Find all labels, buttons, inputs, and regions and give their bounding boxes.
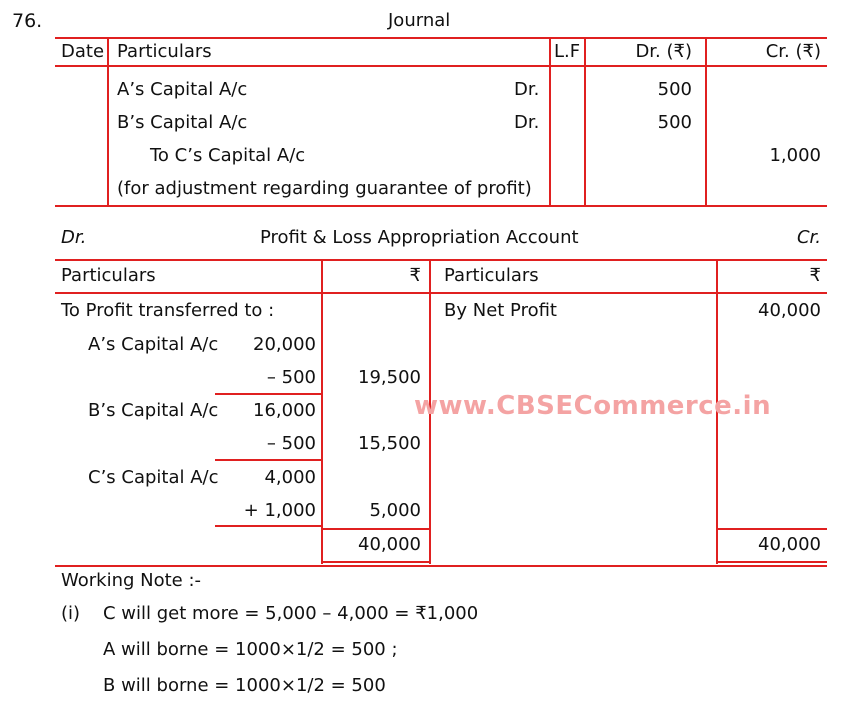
question-number: 76.: [12, 10, 43, 32]
account-dr-label: Dr.: [61, 227, 87, 248]
account-header-right-amount: ₹: [809, 265, 821, 286]
subtotal-rule: [215, 459, 323, 461]
journal-header-dr: Dr. (₹): [635, 41, 692, 62]
journal-header-lf: L.F: [554, 41, 581, 62]
journal-row-narration: (for adjustment regarding guarantee of profit): [117, 178, 532, 199]
partner-total: 15,500: [358, 433, 421, 454]
subtotal-rule: [215, 393, 323, 395]
journal-row-particulars: B’s Capital A/c: [117, 112, 248, 133]
right-grand-total: 40,000: [758, 534, 821, 555]
working-note-line: A will borne = 1000×1/2 = 500 ;: [103, 639, 398, 660]
partner-adjustment: + 1,000: [243, 500, 316, 521]
working-note-line: C will get more = 5,000 – 4,000 = ₹1,000: [103, 603, 479, 624]
partner-base-share: 4,000: [264, 467, 316, 488]
partner-name: B’s Capital A/c: [88, 400, 219, 421]
journal-row-dr-amount: 500: [657, 79, 692, 100]
journal-header-rule: [55, 65, 827, 67]
journal-col-divider: [107, 37, 109, 207]
left-grand-total: 40,000: [358, 534, 421, 555]
partner-total: 19,500: [358, 367, 421, 388]
watermark: www.CBSECommerce.in: [414, 391, 772, 421]
journal-col-divider: [584, 37, 586, 207]
journal-col-divider: [705, 37, 707, 207]
net-profit-amount: 40,000: [758, 300, 821, 321]
account-header-left-amount: ₹: [409, 265, 421, 286]
account-header-left-particulars: Particulars: [61, 265, 156, 286]
profit-transferred-heading: To Profit transferred to :: [61, 300, 275, 321]
total-rule-bottom: [321, 561, 431, 563]
total-rule-bottom: [716, 561, 827, 563]
partner-adjustment: – 500: [266, 367, 316, 388]
journal-row-dr-marker: Dr.: [514, 79, 540, 100]
account-title: Profit & Loss Appropriation Account: [260, 227, 579, 248]
journal-row-particulars: To C’s Capital A/c: [150, 145, 306, 166]
account-bottom-rule: [55, 565, 827, 567]
journal-header-particulars: Particulars: [117, 41, 212, 62]
working-note-line: B will borne = 1000×1/2 = 500: [103, 675, 386, 696]
journal-row-cr-amount: 1,000: [769, 145, 821, 166]
partner-name: C’s Capital A/c: [88, 467, 219, 488]
partner-base-share: 16,000: [253, 400, 316, 421]
journal-title: Journal: [388, 10, 451, 31]
total-rule-top: [321, 528, 431, 530]
journal-col-divider: [549, 37, 551, 207]
account-col-divider: [321, 259, 323, 564]
journal-row-dr-marker: Dr.: [514, 112, 540, 133]
account-top-rule: [55, 259, 827, 261]
partner-name: A’s Capital A/c: [88, 334, 219, 355]
journal-header-cr: Cr. (₹): [765, 41, 821, 62]
journal-row-particulars: A’s Capital A/c: [117, 79, 248, 100]
journal-top-rule: [55, 37, 827, 39]
account-header-right-particulars: Particulars: [444, 265, 539, 286]
working-note-title: Working Note :-: [61, 570, 202, 591]
partner-base-share: 20,000: [253, 334, 316, 355]
journal-header-date: Date: [61, 41, 105, 62]
partner-total: 5,000: [369, 500, 421, 521]
total-rule-top: [716, 528, 827, 530]
account-cr-label: Cr.: [796, 227, 821, 248]
partner-adjustment: – 500: [266, 433, 316, 454]
journal-bottom-rule: [55, 205, 827, 207]
subtotal-rule: [215, 525, 323, 527]
account-header-rule: [55, 292, 827, 294]
working-note-label: (i): [61, 603, 81, 624]
journal-row-dr-amount: 500: [657, 112, 692, 133]
net-profit-item: By Net Profit: [444, 300, 557, 321]
